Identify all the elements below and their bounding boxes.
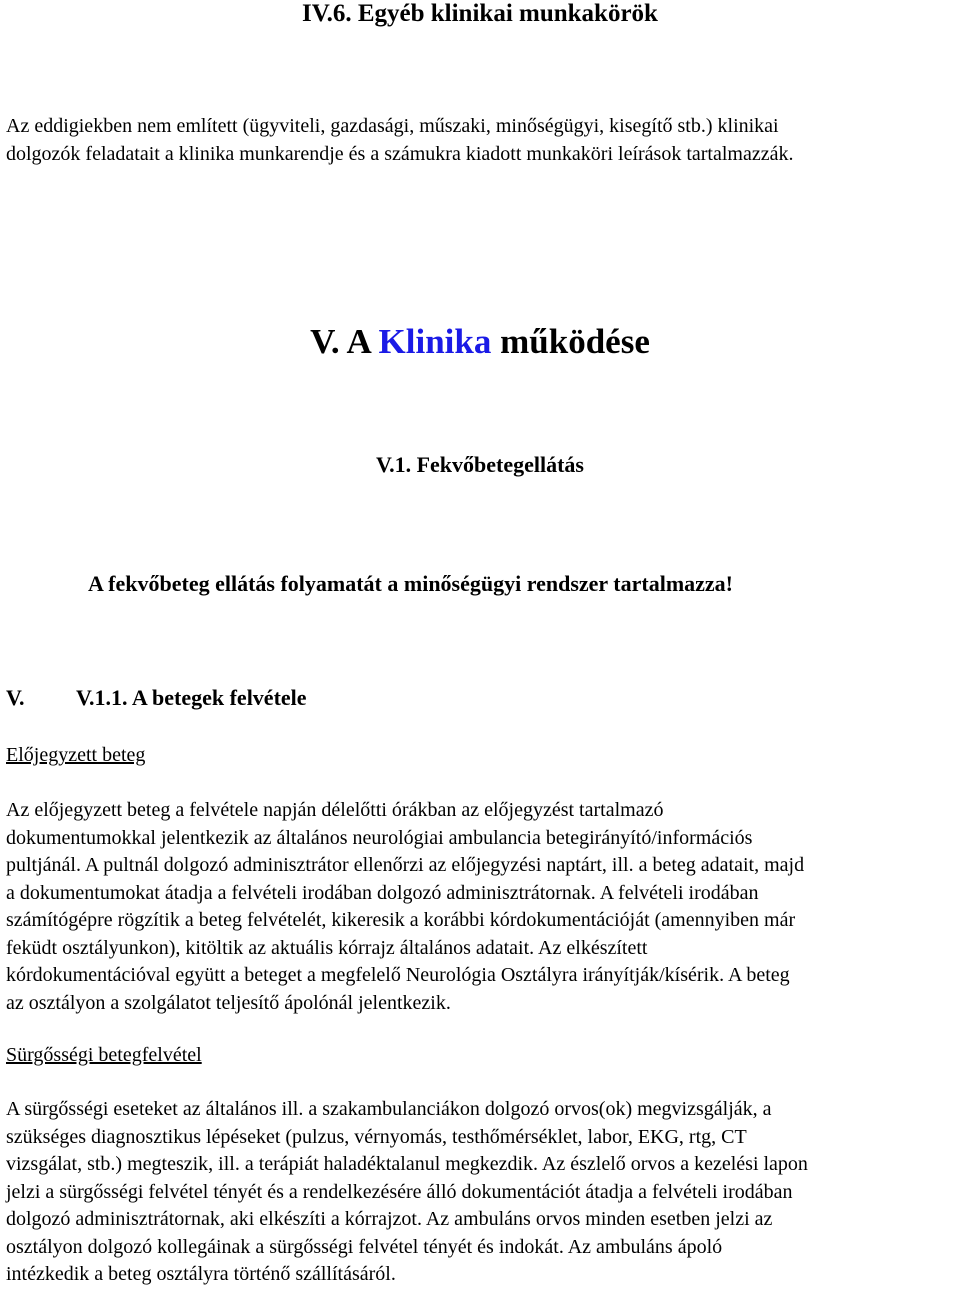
section-heading-prefix: V. A	[310, 322, 379, 361]
subsubsection-heading	[6, 683, 307, 713]
statement-text: A fekvőbeteg ellátás folyamatát a minőségügyi rendszer tartalmazza!	[88, 571, 734, 596]
preregistered-line: dokumentumokkal jelentkezik az általános neurológiai ambulancia betegirányító/információs	[6, 826, 753, 849]
subsubsection-number: V.	[6, 685, 25, 710]
preregistered-line: feküdt osztályunkon), kitöltik az aktuális kórrajz általános adatait. Az elkészített	[6, 936, 648, 959]
emergency-heading: Sürgősségi betegfelvétel	[6, 1044, 202, 1066]
emergency-line: osztályon dolgozó kollegáinak a sürgősségi felvétel tényét és indokát. Az ambuláns ápoló	[6, 1235, 723, 1258]
section-heading	[0, 320, 960, 364]
subsubsection-title: V.1.1. A betegek felvétele	[76, 685, 307, 710]
preregistered-heading: Előjegyzett beteg	[6, 744, 146, 766]
section-heading-suffix: működése	[491, 322, 650, 361]
preregistered-line: pultjánál. A pultnál dolgozó adminisztrátor ellenőrzi az előjegyzési naptárt, ill. a beteg adatait, majd	[6, 854, 805, 876]
emergency-line: dolgozó adminisztrátornak, aki elkészíti a kórrajzot. Az ambuláns orvos minden esetben jelzi az	[6, 1208, 773, 1230]
preregistered-line: az osztályon a szolgálatot teljesítő ápolónál jelentkezik.	[6, 991, 451, 1014]
emergency-line: szükséges diagnosztikus lépéseket (pulzus, vérnyomás, testhőmérséklet, labor, EKG, rtg, CT	[6, 1125, 747, 1148]
preregistered-line: kórdokumentációval együtt a beteget a megfelelő Neurológia Osztályra irányítják/kísérik. A beteg	[6, 964, 790, 986]
emergency-line: vizsgálat, stb.) megteszik, ill. a terápiát haladéktalanul megkezdik. Az észlelő orvos a kezelési lapon	[6, 1153, 808, 1175]
preregistered-paragraph	[6, 797, 954, 1017]
klinika-link[interactable]: Klinika	[378, 322, 492, 361]
emergency-line: intézkedik a beteg osztályra történő szállításáról.	[6, 1263, 396, 1285]
preregistered-line: Az előjegyzett beteg a felvétele napján délelőtti órákban az előjegyzést tartalmazó	[6, 799, 664, 821]
preregistered-line: számítógépre rögzítik a beteg felvételét, kikeresik a korábbi kórdokumentációját (amennyiben már	[6, 909, 796, 931]
intro-line: dolgozók feladatait a klinika munkarendje és a számukra kiadott munkaköri leírások tartalmazzák.	[6, 142, 794, 165]
chapter-heading: IV.6. Egyéb klinikai munkakörök	[302, 0, 658, 27]
intro-line: Az eddigiekben nem említett (ügyviteli, gazdasági, műszaki, minőségügyi, kisegítő stb.) klinikai	[6, 115, 779, 137]
subsection-heading: V.1. Fekvőbetegellátás	[376, 452, 584, 477]
emergency-paragraph	[6, 1096, 954, 1289]
preregistered-line: a dokumentumokat átadja a felvételi irodában dolgozó adminisztrátornak. A felvételi irodában	[6, 881, 759, 904]
emergency-line: A sürgősségi eseteket az általános ill. a szakambulanciákon dolgozó orvos(ok) megvizsgálják, a	[6, 1098, 772, 1120]
emergency-line: jelzi a sürgősségi felvétel tényét és a rendelkezésére álló dokumentációt átadja a felvételi irodában	[6, 1180, 793, 1203]
intro-paragraph	[6, 113, 954, 168]
